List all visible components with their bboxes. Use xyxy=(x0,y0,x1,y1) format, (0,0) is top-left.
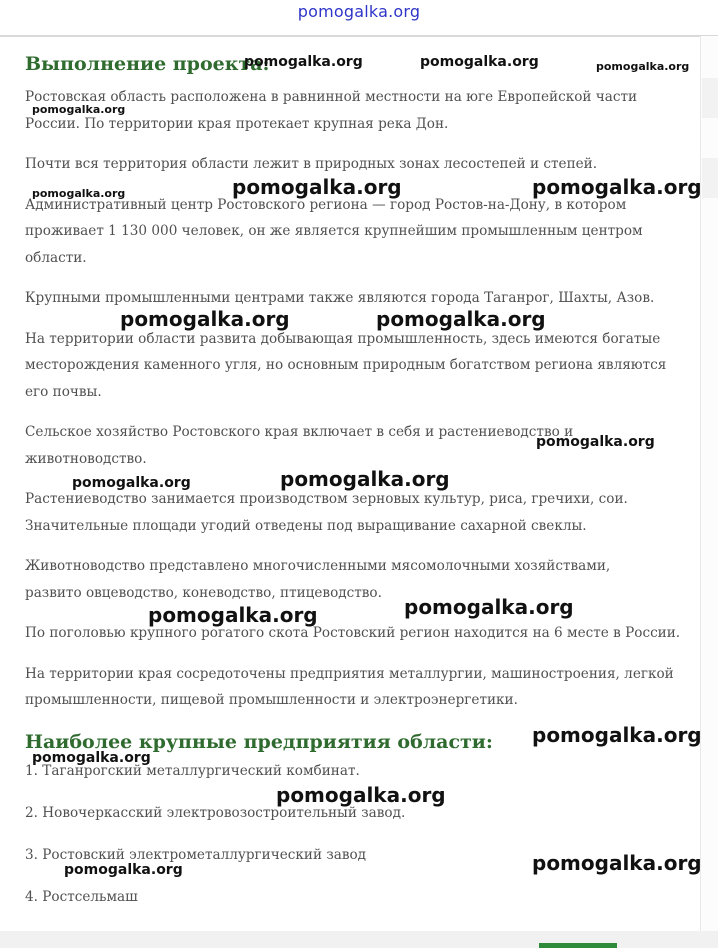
enterprise-list-item: 3. Ростовский электрометаллургический завод xyxy=(25,846,367,863)
watermark: pomogalka.org xyxy=(232,175,402,199)
paragraph-line: Ростовская область расположена в равнинной местности на юге Европейской части xyxy=(25,89,638,105)
paragraph-line: На территории края сосредоточены предприятия металлургии, машиностроения, легкой xyxy=(25,665,674,682)
paragraph-line: По поголовью крупного рогатого скота Ростовский регион находится на 6 месте в России. xyxy=(25,625,681,641)
paragraph-line: Значительные площади угодий отведены под выращивание сахарной свеклы. xyxy=(25,517,587,534)
watermark: pomogalka.org xyxy=(72,475,191,491)
paragraph-line: развито овцеводство, коневодство, птицеводство. xyxy=(25,584,382,601)
paragraph xyxy=(25,192,695,272)
paragraph-line: проживает 1 130 000 человек, он же является крупнейшим промышленным центром xyxy=(25,223,643,239)
paragraph xyxy=(25,151,695,178)
paragraph-line: Растениеводство занимается производством зерновых культур, риса, гречихи, сои. xyxy=(25,491,628,507)
watermark: pomogalka.org xyxy=(64,862,183,878)
paragraph-line: месторождения каменного угля, но основным природным богатством региона являются xyxy=(25,357,667,373)
watermark: pomogalka.org xyxy=(280,467,450,491)
paragraph-line: промышленности, пищевой промышленности и электроэнергетики. xyxy=(25,692,518,708)
watermark: pomogalka.org xyxy=(148,603,318,627)
site-logo[interactable]: pomogalka.org xyxy=(297,2,421,21)
watermark: pomogalka.org xyxy=(536,434,655,450)
section-title-enterprises: Наиболее крупные предприятия области: xyxy=(25,730,493,753)
paragraph xyxy=(25,553,695,606)
paragraph-line: Административный центр Ростовского региона — город Ростов-на-Дону, в котором xyxy=(25,196,627,213)
watermark: pomogalka.org xyxy=(532,851,702,875)
watermark: pomogalka.org xyxy=(120,307,290,331)
watermark: pomogalka.org xyxy=(276,783,446,807)
header-divider xyxy=(0,35,718,37)
paragraph-line: Почти вся территория области лежит в природных зонах лесостепей и степей. xyxy=(25,156,598,172)
enterprise-list-item: 4. Ростсельмаш xyxy=(25,888,138,905)
sidebar-tab[interactable] xyxy=(702,158,718,198)
sidebar-tab[interactable] xyxy=(702,78,718,118)
paragraph-line: России. По территории края протекает крупная река Дон. xyxy=(25,115,449,132)
section-title: Выполнение проекта: xyxy=(25,53,270,75)
watermark: pomogalka.org xyxy=(596,60,690,73)
paragraph-line: На территории области развита добывающая промышленность, здесь имеются богатые xyxy=(25,330,661,347)
paragraph-line: животноводство. xyxy=(25,450,147,467)
paragraph-line: Крупными промышленными центрами также являются города Таганрог, Шахты, Азов. xyxy=(25,290,655,306)
enterprise-list-item: 2. Новочеркасский электровозостроительный завод. xyxy=(25,804,406,821)
paragraph xyxy=(25,486,695,539)
top-bar xyxy=(0,0,718,36)
watermark: pomogalka.org xyxy=(32,750,151,766)
watermark: pomogalka.org xyxy=(420,54,539,70)
watermark: pomogalka.org xyxy=(532,175,702,199)
watermark: pomogalka.org xyxy=(376,307,546,331)
green-action-button[interactable] xyxy=(539,943,617,948)
watermark: pomogalka.org xyxy=(532,723,702,747)
enterprise-list-item: 1. Таганрогский металлургический комбинат. xyxy=(25,762,360,779)
paragraph xyxy=(25,620,695,647)
watermark: pomogalka.org xyxy=(404,595,574,619)
paragraph xyxy=(25,84,695,137)
paragraph-line: Животноводство представлено многочисленными мясомолочными хозяйствами, xyxy=(25,558,611,574)
paragraph-line: Сельское хозяйство Ростовского края включает в себя и растениеводство и xyxy=(25,424,574,440)
watermark: pomogalka.org xyxy=(32,103,126,116)
watermark: pomogalka.org xyxy=(244,54,363,70)
paragraph xyxy=(25,661,695,714)
paragraph-line: его почвы. xyxy=(25,383,102,400)
paragraph xyxy=(25,326,695,406)
paragraph-line: области. xyxy=(25,249,87,266)
watermark: pomogalka.org xyxy=(32,187,126,200)
